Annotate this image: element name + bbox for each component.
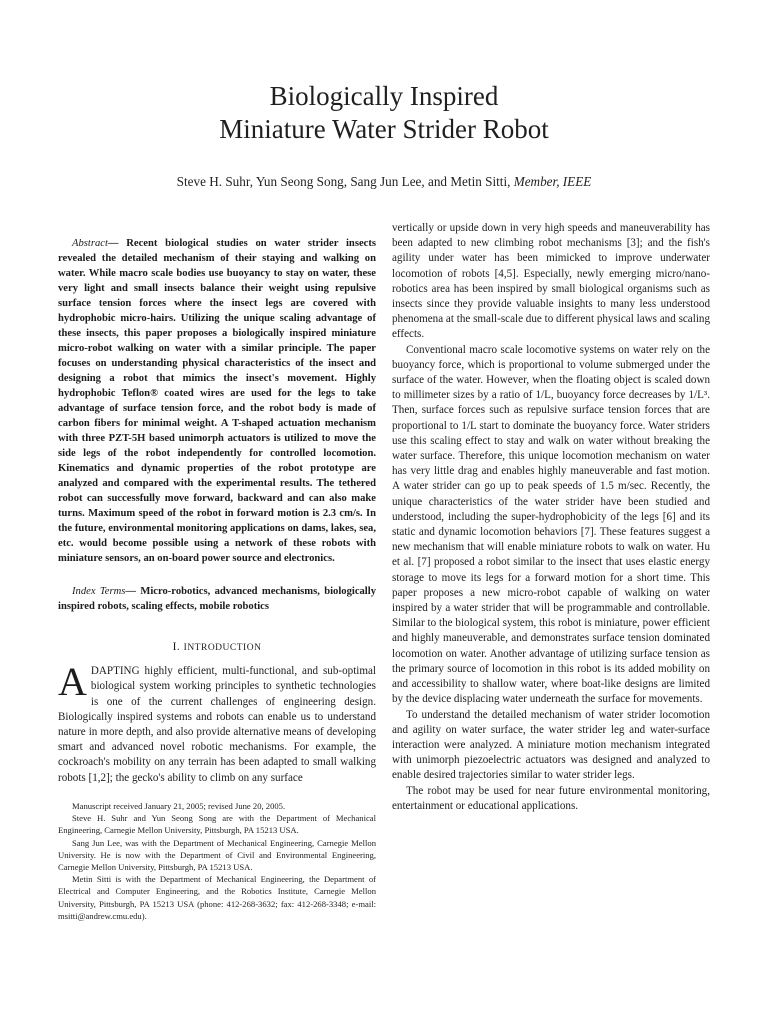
index-terms-lead: Index Terms [72, 586, 126, 597]
intro-paragraph [58, 659, 376, 786]
body-paragraph: Conventional macro scale locomotive systems on water rely on the buoyancy force, which is proportional to volume submerged under the surface of the water. However, when the floating object is scaled down to millimeter sizes by a ratio of 1/L, buoyancy force decreases by 1/L³. Then, surface forces such as repulsive surface tension forces that are proportional to 1/L start to dominate the buoyancy force. Water striders use this scaling effect to stay and walk on water without breaking the water surface. Therefore, this unique locomotion mechanism on water has very little drag and enables highly maneuverable and fast motion. A water strider can go up to peak speeds of 1.5 m/sec. Recently, the unique characteristics of the water strider have been studied and understood, including the super-hydrophobicity of the legs [6] and its static and dynamic locomotion behaviors [7]. These features suggest a new mechanism that will enable miniature robots to walk on water. Hu et al. [7] proposed a robot similar to the insect that uses elastic energy storage to move its legs for a forward motion for a short time. This paper proposes a new micro-robot capable of walking on water inspired by a water strider that will be programmable and controllable. Similar to the biological system, this robot is miniature, power efficient and highly maneuverable, and demonstrates surface tension dominated locomotion on water. Another advantage of utilizing surface tension as the primary source of locomotion in this robot is its added mobility on and accessibility to shallow water, where boat-like designs are limited by the device displacing water underneath the surface for movements. [392, 343, 710, 706]
abstract-lead: Abstract [72, 238, 108, 249]
body-paragraph: vertically or upside down in very high speeds and maneuverability has been adapted to new climbing robot mechanisms [3]; and the fish's agility under water has been mimicked to improve underwater locomotion of robots [4,5]. Especially, newly emerging micro/nano-robotics area has been inspired by small biological organisms such as insects since they provide valuable insights to many less understood phenomena at the small-scale due to different physical laws and scaling effects. [392, 222, 710, 341]
section-title: INTRODUCTION [183, 643, 262, 653]
right-column [392, 221, 710, 814]
index-terms [58, 584, 376, 614]
footnote: Sang Jun Lee, was with the Department of Mechanical Engineering, Carnegie Mellon University. He is now with the Department of Civil and Environmental Engineering, Carnegie Mellon University, Pittsburgh, PA 15213 USA. [58, 837, 376, 873]
left-column [58, 236, 376, 786]
title-line-1: Biologically Inspired [269, 81, 499, 111]
abstract-text: — Recent biological studies on water strider insects revealed the detailed mechanism of their staying and walking on water. While macro scale bodies use buoyancy to stay on water, these very light and small insects balance their weight using repulsive surface tension forces where the insect legs are covered with hydrophobic micro-hairs. Utilizing the unique scaling advantage of these insects, this paper proposes a biologically inspired miniature micro-robot walking on water with a similar principle. The paper focuses on understanding physical characteristics of the insect and designing a robot that mimics the insect's movement. Highly hydrophobic Teflon® coated wires are used for the legs to take advantage of surface tension force, and the robot body is made of carbon fibers for minimal weight. A T-shaped actuation mechanism with three PZT-5H based unimorph actuators is utilized to move the side legs of the robot independently for controlled locomotion. Kinematics and dynamic properties of the robot prototype are analyzed and compared with the experimental results. The tethered robot can successfully move forward, backward and can also make turns. Maximum speed of the robot in forward motion is 2.3 cm/s. In the future, environmental monitoring applications on dams, lakes, sea, etc. would become possible using a network of these robots with miniature sensors, an on-board power source and electronics. [58, 238, 376, 564]
abstract [58, 236, 376, 566]
author-line [0, 174, 768, 190]
footnote: Metin Sitti is with the Department of Mechanical Engineering, the Department of Electrical and Computer Engineering, and the Robotics Institute, Carnegie Mellon University, Pittsburgh, PA 15213 USA (phone: 412-268-3632; fax: 412-268-3348; e-mail: msitti@andrew.cmu.edu). [58, 874, 376, 921]
body-paragraph: To understand the detailed mechanism of water strider locomotion and agility on water surface, the water strider leg and water-surface interaction were analyzed. A miniature motion mechanism integrated with unimorph piezoelectric actuators was designed and analyzed to enable desired trajectories similar to water strider legs. [392, 708, 710, 782]
drop-cap: A [58, 659, 87, 705]
author-affiliation: Member, IEEE [513, 174, 592, 189]
section-number: I. [172, 641, 181, 653]
body-paragraph: The robot may be used for near future environmental monitoring, entertainment or educational applications. [392, 784, 710, 812]
footnote: Manuscript received January 21, 2005; revised June 20, 2005. [72, 801, 286, 811]
title-line-2: Miniature Water Strider Robot [219, 114, 549, 144]
section-heading-introduction [58, 640, 376, 656]
footnotes [58, 800, 376, 922]
intro-text: DAPTING highly efficient, multi-functional, and sub-optimal biological system working principles to synthetic technologies is one of the current challenges of engineering design. Biologically inspired systems and robots can enable us to understand nature in more depth, and also provide alternative means of developing smart and advanced novel robotic mechanisms. For example, the cockroach's mobility on any terrain has been adapted to small walking robots [1,2]; the gecko's ability to climb on any surface [58, 665, 376, 784]
author-names: Steve H. Suhr, Yun Seong Song, Sang Jun Lee, and Metin Sitti, [176, 174, 511, 189]
footnote: Steve H. Suhr and Yun Seong Song are with the Department of Mechanical Engineering, Carnegie Mellon University, Pittsburgh, PA 15213 USA. [58, 813, 376, 836]
index-terms-text: — Micro-robotics, advanced mechanisms, biologically inspired robots, scaling effects, mobile robotics [58, 586, 376, 612]
paper-title [0, 80, 768, 146]
